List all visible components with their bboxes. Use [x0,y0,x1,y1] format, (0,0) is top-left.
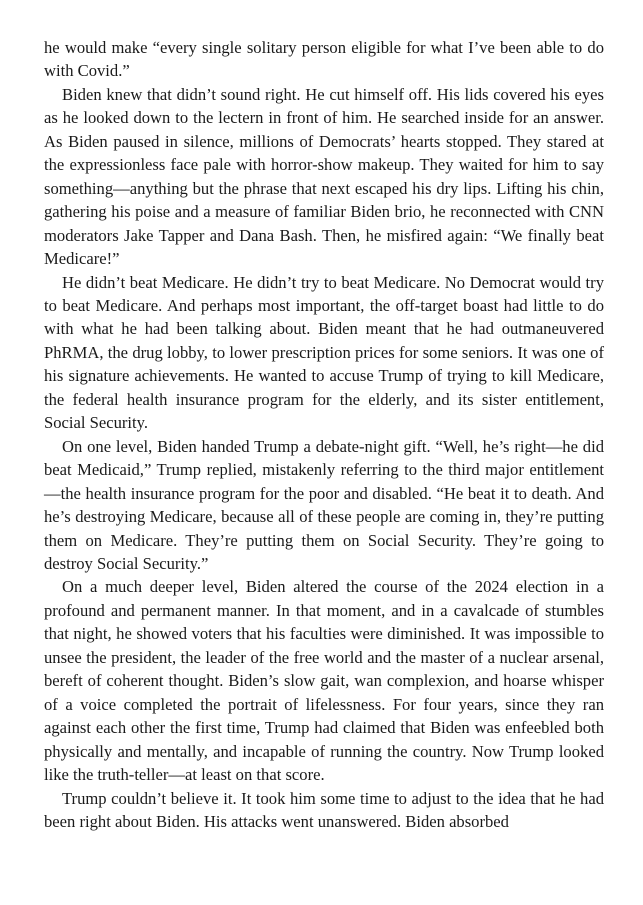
paragraph-trump-belief: Trump couldn’t believe it. It took him some time to adjust to the idea that he had been right about Biden. His attacks went unanswered. Biden absorbed [44,788,604,831]
paragraph-debate-gift: On one level, Biden handed Trump a debate-night gift. “Well, he’s right—he did beat Medicaid,” Trump replied, mistakenly referring to the third major entitlement—the health insurance program for the poor and disabled. “He beat it to death. And he’s destroying Medicare, because all of these people are coming in, they’re putting them on Medicare. They’re putting them on Social Security. They’re going to destroy Social Security.” [44,436,604,573]
paragraph-biden-pause: Biden knew that didn’t sound right. He cut himself off. His lids covered his eyes as he looked down to the lectern in front of him. He searched inside for an answer. As Biden paused in silence, millions of Democrats’ hearts stopped. They stared at the expressionless face pale with horror-show makeup. They waited for him to say something—anything but the phrase that next escaped his dry lips. Lifting his chin, gathering his poise and a measure of familiar Biden brio, he reconnected with CNN moderators Jake Tapper and Dana Bash. Then, he misfired again: “We finally beat Medicare!” [44,84,604,269]
paragraph-medicare: He didn’t beat Medicare. He didn’t try to beat Medicare. No Democrat would try to beat Medicare. And perhaps most important, the off-target boast had little to do with what he had been talking about. Biden meant that he had outmaneuvered PhRMA, the drug lobby, to lower prescription prices for some seniors. It was one of his signature achievements. He wanted to accuse Trump of trying to kill Medicare, the federal health insurance program for the elderly, and its sister entitlement, Social Security. [44,272,604,433]
paragraph-continuation: he would make “every single solitary person eligible for what I’ve been able to do with Covid.” [44,38,604,81]
paragraph-deeper-level: On a much deeper level, Biden altered the course of the 2024 election in a profound and permanent manner. In that moment, and in a cavalcade of stumbles that night, he showed voters that his faculties were diminished. It was impossible to unsee the president, the leader of the free world and the master of a nuclear arsenal, bereft of coherent thought. Biden’s slow gait, wan complexion, and hoarse whisper of a voice completed the portrait of lifelessness. For four years, since they ran against each other the first time, Trump had claimed that Biden was enfeebled both physically and mentally, and incapable of running the country. Now Trump looked like the truth-teller—at least on that score. [44,577,604,785]
document-page [44,36,604,833]
